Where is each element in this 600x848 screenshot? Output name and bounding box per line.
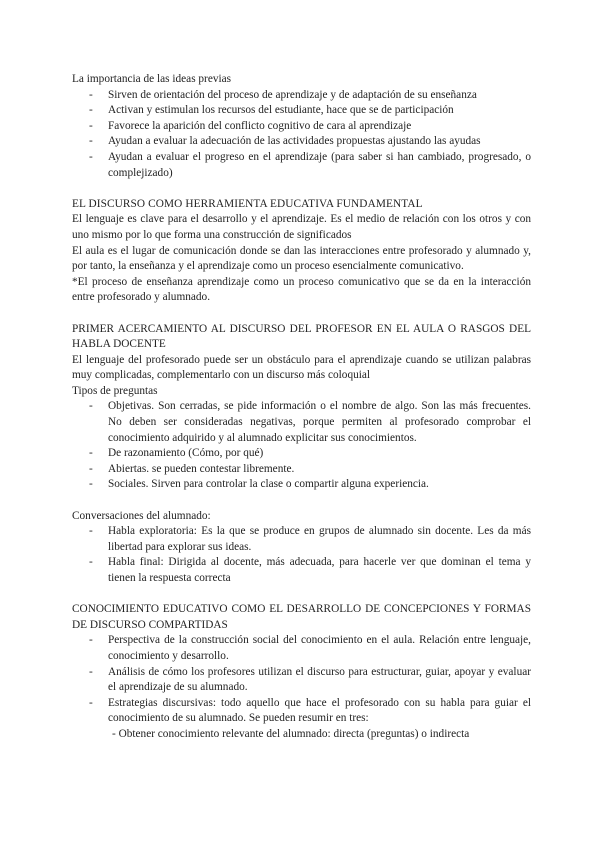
list-item: - Activan y estimulan los recursos del estudiante, hace que se de participación [72, 103, 531, 119]
list-item: - Estrategias discursivas: todo aquello que hace el profesorado con su habla para guiar el conocimiento de su alumnado. Se pueden resumir en tres: [72, 696, 531, 727]
sub-list-item: - Obtener conocimiento relevante del alumnado: directa (preguntas) o indirecta [112, 727, 470, 740]
list-item: - Sociales. Sirven para controlar la clase o compartir alguna experiencia. [72, 477, 531, 493]
list-item: - Favorece la aparición del conflicto cognitivo de cara al aprendizaje [72, 119, 531, 135]
document-page [72, 72, 531, 743]
list-item: - Ayudan a evaluar el progreso en el aprendizaje (para saber si han cambiado, progresado, o complejizado) [72, 150, 531, 181]
list-item: - De razonamiento (Cómo, por qué) [72, 446, 531, 462]
section-heading-conocimiento-educativo: CONOCIMIENTO EDUCATIVO COMO EL DESARROLLO DE CONCEPCIONES Y FORMAS DE DISCURSO COMPARTIDAS [72, 603, 531, 631]
list-item: - Habla final: Dirigida al docente, más adecuada, para hacerle ver que dominan el tema y tienen la respuesta correcta [72, 555, 531, 586]
list-item: - Perspectiva de la construcción social del conocimiento en el aula. Relación entre lenguaje, conocimiento y desarrollo. [72, 633, 531, 664]
questions-list [72, 399, 531, 493]
list-item: - Habla exploratoria: Es la que se produce en grupos de alumnado sin docente. Les da más libertad para explorar sus ideas. [72, 524, 531, 555]
paragraph: El lenguaje del profesorado puede ser un obstáculo para el aprendizaje cuando se utilizan palabras muy complicadas, complementarlo con un discurso más coloquial [72, 353, 531, 382]
paragraph: *El proceso de enseñanza aprendizaje como un proceso comunicativo que se da en la interacción entre profesorado y alumnado. [72, 275, 531, 304]
conversations-list [72, 524, 531, 586]
list-item: - Análisis de cómo los profesores utilizan el discurso para estructurar, guiar, apoyar y evaluar el aprendizaje de su alumnado. [72, 665, 531, 696]
intro-title: La importancia de las ideas previas [72, 73, 232, 85]
conversations-title: Conversaciones del alumnado: [72, 509, 211, 522]
paragraph: El lenguaje es clave para el desarrollo y el aprendizaje. Es el medio de relación con los otros y con uno mismo por lo que forma una construcción de significados [72, 213, 531, 241]
paragraph: El aula es el lugar de comunicación donde se dan las interacciones entre profesorado y alumnado y, por tanto, la enseñanza y el aprendizaje como un proceso esencialmente comunicativo. [72, 244, 531, 273]
list-item: - Abiertas. se pueden contestar libremente. [72, 462, 531, 478]
section3-list [72, 633, 531, 727]
list-item: - Objetivas. Son cerradas, se pide información o el nombre de algo. Son las más frecuentes. No deben ser consideradas negativas, porque permiten al profesorado comprobar el conocimiento adquirido y al alumnado explicitar sus conocimientos. [72, 399, 531, 446]
section-heading-discurso: EL DISCURSO COMO HERRAMIENTA EDUCATIVA FUNDAMENTAL [72, 197, 423, 210]
intro-list [72, 88, 531, 182]
list-item: - Ayudan a evaluar la adecuación de las actividades propuestas ajustando las ayudas [72, 134, 531, 150]
list-item: - Sirven de orientación del proceso de aprendizaje y de adaptación de su enseñanza [72, 88, 531, 104]
questions-title: Tipos de preguntas [72, 384, 158, 397]
section-heading-primer-acercamiento: PRIMER ACERCAMIENTO AL DISCURSO DEL PROFESOR EN EL AULA O RASGOS DEL HABLA DOCENTE [72, 322, 531, 351]
